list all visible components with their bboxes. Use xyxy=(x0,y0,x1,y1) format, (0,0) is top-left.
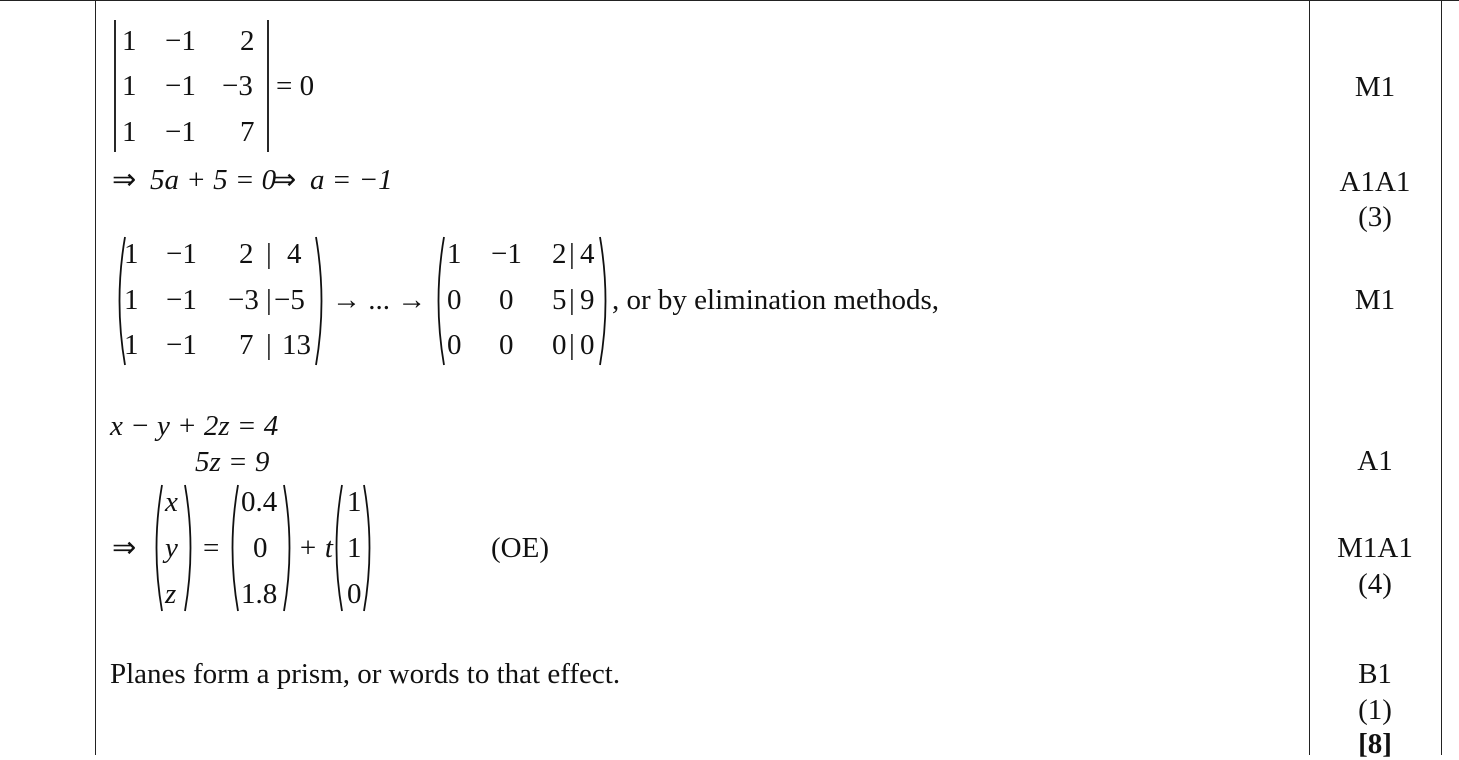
point-right-paren xyxy=(282,484,296,612)
lhs-left-paren xyxy=(150,484,164,612)
det-cell: −3 xyxy=(222,70,253,102)
red-cell: 1 xyxy=(447,238,462,270)
det-cell: −1 xyxy=(165,70,196,102)
red-cell: 2 xyxy=(552,238,567,270)
mark-m1-matrix: M1 xyxy=(1354,284,1396,316)
mark-subtotal-4: (4) xyxy=(1358,568,1392,600)
aug-separator: | xyxy=(266,284,272,316)
det-cell: −1 xyxy=(165,25,196,57)
red-cell: 9 xyxy=(580,284,595,316)
determinant-left-bar xyxy=(113,20,119,152)
red-cell: 0 xyxy=(447,284,462,316)
equation-line-1: x − y + 2z = 4 xyxy=(110,410,279,442)
direction-z: 0 xyxy=(347,578,362,610)
det-cell: 1 xyxy=(122,70,137,102)
vector-equals: = xyxy=(203,532,220,564)
red-cell: 0 xyxy=(499,284,514,316)
point-left-paren xyxy=(226,484,240,612)
table-right-border xyxy=(1441,0,1442,755)
aug-cell: 13 xyxy=(282,329,311,361)
red-cell: 0 xyxy=(499,329,514,361)
direction-right-paren xyxy=(362,484,376,612)
aug-cell: −3 xyxy=(228,284,259,316)
red-separator: | xyxy=(569,284,575,316)
det-cell: 1 xyxy=(122,25,137,57)
solve-a-expression: 5a + 5 = 0 xyxy=(150,164,277,196)
red-cell: 4 xyxy=(580,238,595,270)
direction-left-paren xyxy=(330,484,344,612)
mark-total: [8] xyxy=(1358,728,1392,760)
aug-separator: | xyxy=(266,238,272,270)
det-equals-zero: = 0 xyxy=(276,70,315,102)
table-left-divider xyxy=(95,0,96,755)
equation-line-2: 5z = 9 xyxy=(195,446,270,478)
red-cell: 0 xyxy=(447,329,462,361)
point-x: 0.4 xyxy=(241,486,278,518)
lhs-z: z xyxy=(165,578,177,610)
solve-a-result: a = −1 xyxy=(310,164,393,196)
red-cell: 0 xyxy=(580,329,595,361)
conclusion-text: Planes form a prism, or words to that effect. xyxy=(110,658,621,690)
point-y: 0 xyxy=(253,532,268,564)
aug-cell: −5 xyxy=(274,284,305,316)
aug-cell: 2 xyxy=(239,238,254,270)
table-top-border xyxy=(0,0,1459,1)
red-cell: 5 xyxy=(552,284,567,316)
aug-cell: −1 xyxy=(166,284,197,316)
aug-right-paren xyxy=(314,236,328,366)
red-left-paren xyxy=(432,236,446,366)
det-cell: 1 xyxy=(122,116,137,148)
mark-m1-determinant: M1 xyxy=(1354,71,1396,103)
det-cell: 2 xyxy=(240,25,255,57)
red-separator: | xyxy=(569,329,575,361)
implies-symbol: ⇒ xyxy=(112,532,137,564)
lhs-y: y xyxy=(165,532,178,564)
aug-cell: 1 xyxy=(124,238,139,270)
lhs-right-paren xyxy=(183,484,197,612)
aug-cell: 4 xyxy=(287,238,302,270)
oe-note: (OE) xyxy=(491,532,549,564)
point-z: 1.8 xyxy=(241,578,278,610)
aug-separator: | xyxy=(266,329,272,361)
det-cell: 7 xyxy=(240,116,255,148)
determinant-right-bar xyxy=(266,20,272,152)
mark-b1: B1 xyxy=(1358,658,1392,690)
implies-symbol: ⇒ xyxy=(112,164,137,196)
elimination-note: , or by elimination methods, xyxy=(612,284,940,316)
lhs-x: x xyxy=(165,486,178,518)
mark-subtotal-1: (1) xyxy=(1358,694,1392,726)
plus-t-parameter: + t xyxy=(298,532,333,564)
aug-cell: −1 xyxy=(166,329,197,361)
aug-cell: 1 xyxy=(124,284,139,316)
mark-a1: A1 xyxy=(1357,445,1393,477)
det-cell: −1 xyxy=(165,116,196,148)
aug-cell: −1 xyxy=(166,238,197,270)
aug-cell: 7 xyxy=(239,329,254,361)
row-reduction-arrow: → ... → xyxy=(332,284,427,316)
direction-x: 1 xyxy=(347,486,362,518)
red-cell: −1 xyxy=(491,238,522,270)
red-cell: 0 xyxy=(552,329,567,361)
implies-symbol: ⇒ xyxy=(272,164,297,196)
mark-a1a1: A1A1 xyxy=(1339,166,1411,198)
direction-y: 1 xyxy=(347,532,362,564)
mark-m1a1: M1A1 xyxy=(1337,532,1413,564)
aug-cell: 1 xyxy=(124,329,139,361)
mark-subtotal-3: (3) xyxy=(1358,201,1392,233)
marks-column-divider xyxy=(1309,0,1310,755)
red-separator: | xyxy=(569,238,575,270)
red-right-paren xyxy=(598,236,612,366)
